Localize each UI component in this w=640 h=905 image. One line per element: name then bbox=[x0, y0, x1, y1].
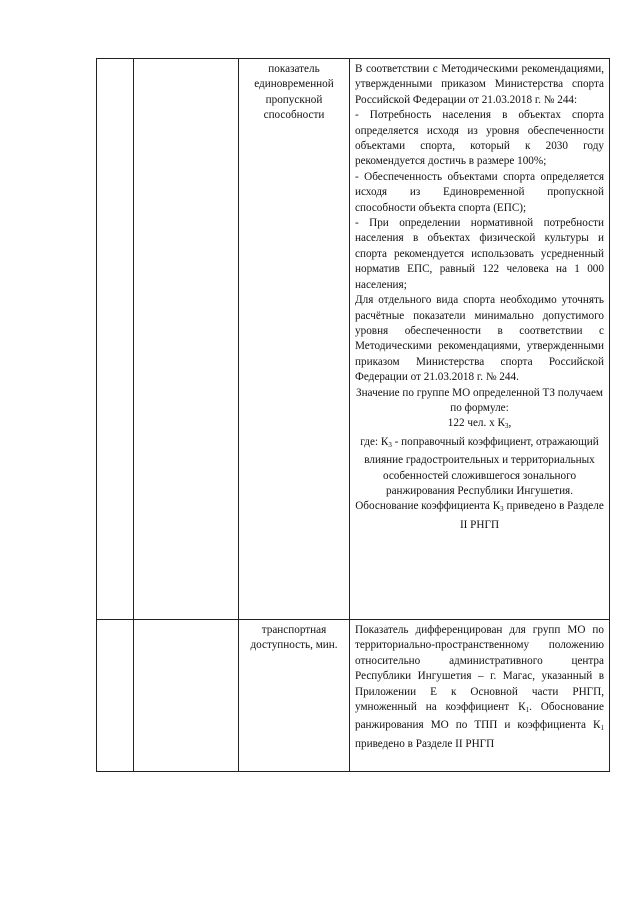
parameter-cell bbox=[239, 59, 350, 620]
description-cell bbox=[350, 620, 610, 772]
table-row bbox=[97, 59, 610, 620]
paragraph: В соответствии с Методическими рекомендациями, утвержденными приказом Министерства спорта Российской Федерации от 21.03.2018 г. № 244: bbox=[355, 63, 604, 106]
formula-end: , bbox=[508, 417, 512, 430]
requirements-table bbox=[96, 58, 610, 772]
table-cell-empty bbox=[97, 620, 134, 772]
page-blank-area bbox=[0, 771, 640, 905]
paragraph bbox=[355, 623, 604, 752]
formula-text: 122 чел. х К bbox=[447, 417, 505, 430]
text-part: приведено в Разделе II РНГП bbox=[355, 737, 495, 750]
text-part: . Обоснование ранжирования МО по ТПП и коэффициента К bbox=[355, 701, 604, 732]
paragraph: Для отдельного вида спорта необходимо уточнять расчётные показатели минимально допустимого уровня обеспеченности в соответствии с Методическими рекомендациями, утвержденными приказом Министерства спорта Российской Федерации от 21.03.2018 г. № 244. bbox=[355, 294, 604, 384]
parameter-cell bbox=[239, 620, 350, 772]
formula-intro: Значение по группе МО определенной ТЗ получаем по формуле: bbox=[355, 386, 604, 414]
description-text bbox=[350, 620, 609, 752]
formula-explanation bbox=[355, 435, 604, 533]
description-text bbox=[350, 59, 609, 533]
table-cell-empty bbox=[134, 59, 239, 620]
paragraph: - Обеспеченность объектами спорта определяется исходя из Единовременной пропускной способности объекта спорта (ЕПС); bbox=[355, 170, 604, 214]
formula bbox=[355, 416, 604, 434]
table-cell-empty bbox=[134, 620, 239, 772]
table-cell-empty bbox=[97, 59, 134, 620]
text-part: Показатель дифференцирован для групп МО по территориально-пространственному положению относительно административного центра Республики Ингушетия – г. Магас, указанный в Приложении Е к Основной части РНГП, умноженный на коэффициент К bbox=[355, 624, 604, 714]
parameter-name: транспортная доступность, мин. bbox=[250, 624, 338, 652]
paragraph: - Потребность населения в объектах спорта определяется исходя из уровня обеспеченности объектами спорта, который к 2030 году рекомендуется достичь в размере 100%; bbox=[355, 109, 604, 168]
parameter-name: показатель единовременной пропускной способности bbox=[254, 63, 334, 122]
explanation-part: - поправочный коэффициент, отражающий влияние градостроительных и территориальных особенностей сложившегося зонального ранжирования Республики Ингушетия. Обоснование коэффициента К bbox=[355, 435, 599, 513]
subscript: 3 bbox=[500, 505, 504, 514]
subscript: 3 bbox=[388, 440, 392, 449]
subscript: 1 bbox=[600, 724, 604, 733]
explanation-part: где: К bbox=[360, 435, 389, 448]
paragraph: - При определении нормативной потребности населения в объектах физической культуры и спорта рекомендуется использовать усредненный норматив ЕПС, равный 122 человека на 1 000 населения; bbox=[355, 217, 604, 291]
description-cell bbox=[350, 59, 610, 620]
explanation-part: приведено в Разделе II РНГП bbox=[459, 500, 604, 531]
subscript: 3 bbox=[504, 422, 509, 431]
subscript: 1 bbox=[525, 706, 530, 715]
table-row bbox=[97, 620, 610, 772]
